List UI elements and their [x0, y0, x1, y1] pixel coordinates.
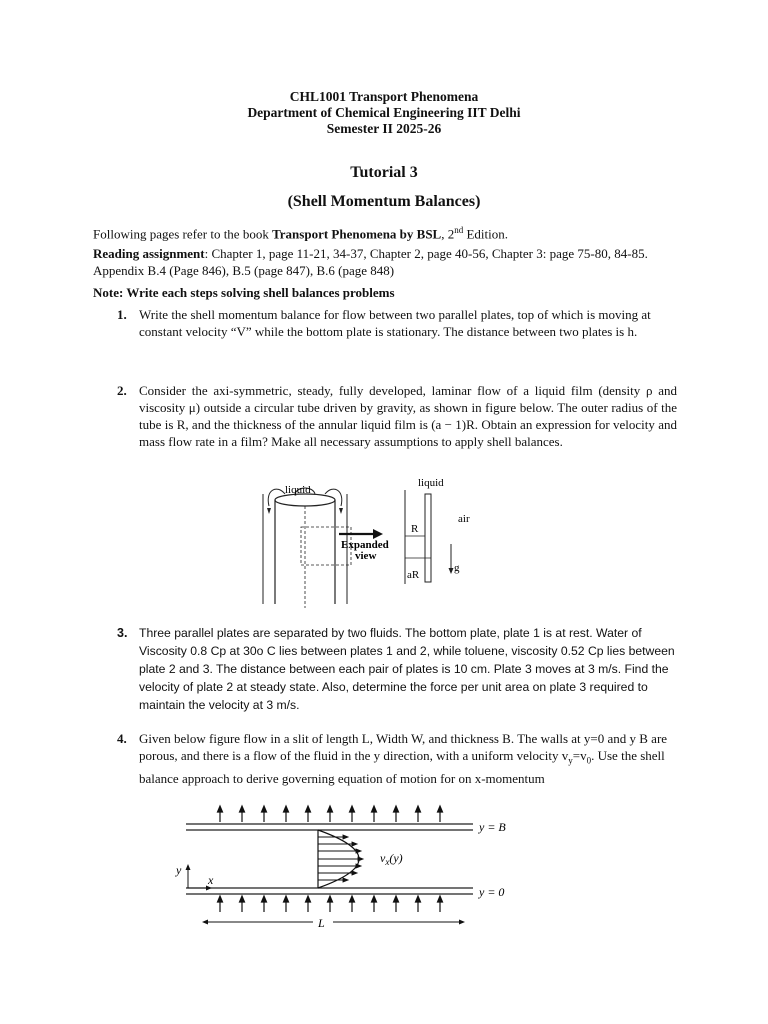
- intro-prefix: Following pages refer to the book: [93, 226, 273, 242]
- question-text: Write the shell momentum balance for flow between two parallel plates, top of which is moving at constant velocity “V” while the bottom plate is stationary. The distance between two plates is h.: [139, 307, 651, 339]
- tutorial-title: Tutorial 3: [350, 164, 418, 181]
- velocity-profile-label: [380, 851, 403, 867]
- question-text: Three parallel plates are separated by two fluids. The bottom plate, plate 1 is at rest. Water of Viscosity 0.8 Cp at 30o C lies between plates 1 and 2, while toluene, viscosity 0.52 Cp lies between plate 2 and 3. The distance between each pair of plates is 10 cm. Plate 3 moves at 3 m/s. Find the velocity of plate 2 at steady state. Also, determine the force per unit area on plate 3 required to maintain the velocity at 3 m/s.: [139, 626, 675, 712]
- liquid-label-left: liquid: [285, 484, 311, 496]
- radius-label: R: [411, 523, 419, 535]
- question-2: [117, 382, 677, 450]
- book-title: Transport Phenomena by BSL: [272, 226, 442, 242]
- air-label: air: [458, 513, 470, 525]
- reading-text: : Chapter 1, page 11-21, 34-37, Chapter 2, page 40-56, Chapter 3: page 75-80, 84-85. Appendix B.4 (Page 846), B.5 (page 847), B.6 (page 848): [93, 246, 648, 278]
- y-top-label: y = B: [479, 820, 506, 834]
- q4-sub-0: 0: [586, 755, 592, 766]
- y-axis-label: y: [176, 863, 182, 877]
- note: Note: Write each steps solving shell balances problems: [93, 285, 395, 300]
- question-number: 2.: [117, 383, 127, 398]
- department-name: Department of Chemical Engineering IIT Delhi: [247, 105, 521, 120]
- semester-label: Semester II 2025-26: [326, 121, 442, 136]
- question-text: Consider the axi-symmetric, steady, fully developed, laminar flow of a liquid film (density ρ and viscosity μ) outside a circular tube driven by gravity, as shown in figure below. The outer radius of the tube is R, and the thickness of the annular liquid film is (a − 1)R. Obtain an expression for velocity and mass flow rate in a film? Make all necessary assumptions to apply shell balances.: [139, 383, 677, 449]
- outer-radius-label: aR: [407, 569, 420, 581]
- liquid-label-right: liquid: [418, 477, 444, 489]
- q4-sub-y: y: [568, 755, 573, 766]
- vx-argument: (y): [389, 851, 403, 865]
- q4-text-a: Given below figure flow in a slit of length L, Width W, and thickness B. The walls at y=0 and y B are porous, and there is a flow of the fluid in the y direction, with a uniform velocity v: [139, 731, 668, 763]
- intro-suffix: Edition.: [463, 226, 509, 242]
- question-3: [117, 624, 677, 714]
- reading-assignment: [93, 246, 683, 279]
- course-title: CHL1001 Transport Phenomena: [289, 89, 479, 104]
- edition-superscript: nd: [454, 225, 464, 235]
- intro-after-book: , 2: [441, 226, 455, 242]
- question-1: [117, 306, 677, 340]
- figure-film-flow: [255, 472, 485, 612]
- intro-line: [93, 222, 683, 243]
- q4-text-b: =v: [572, 748, 587, 763]
- figure-slit-flow: [168, 800, 528, 935]
- length-label: L: [318, 916, 325, 930]
- x-axis-label: x: [208, 873, 214, 887]
- vx-subscript: x: [385, 857, 390, 867]
- question-number: 3.: [117, 626, 128, 640]
- view-label: view: [355, 550, 377, 562]
- y-bottom-label: y = 0: [479, 885, 505, 899]
- tutorial-subtitle: (Shell Momentum Balances): [287, 193, 481, 210]
- question-text: [139, 730, 677, 787]
- question-4: [117, 730, 677, 787]
- q4-text-c: . Use the shell balance approach to derive governing equation of motion for on x-momentum: [139, 748, 665, 786]
- question-number: 4.: [117, 731, 127, 746]
- reading-label: Reading assignment: [93, 246, 205, 261]
- gravity-label: g: [454, 562, 460, 574]
- expanded-label: Expanded: [341, 539, 389, 551]
- vx-label: v: [380, 851, 386, 865]
- question-number: 1.: [117, 307, 127, 322]
